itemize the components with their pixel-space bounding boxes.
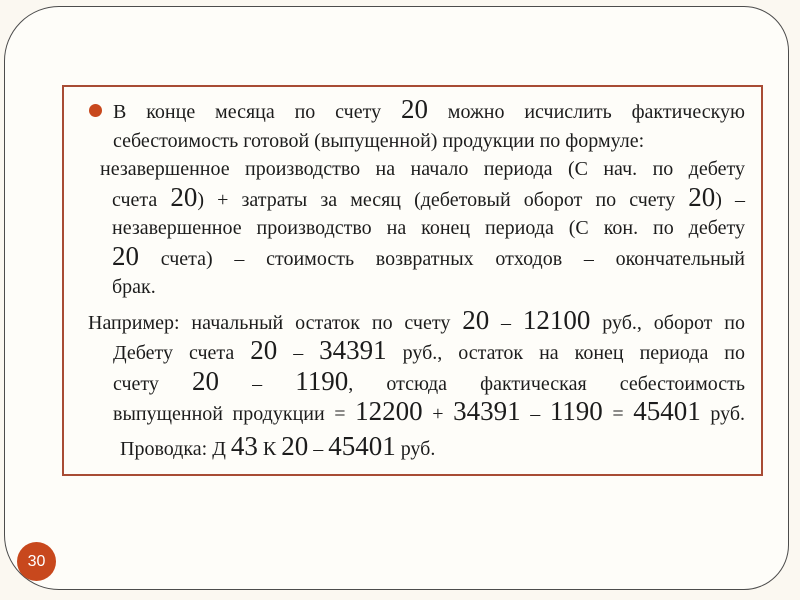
bullet-icon (89, 104, 102, 117)
slide-frame (4, 6, 789, 590)
page-number: 30 (27, 552, 46, 570)
paragraph-intro-text: В конце месяца по счету 20 можно исчислить фактическую себестоимость готовой (выпущенной) продукции по формуле: (113, 94, 745, 152)
paragraph-intro (80, 96, 745, 155)
content-textbox (62, 85, 763, 476)
paragraph-formula: незавершенное производство на начало периода (С нач. по дебету счета 20) + затраты за месяц (дебетовый оборот по счету 20) – незавершенное производство на конец периода (С кон. по дебету 20 счета) – стоимость возвратных отходов – окончательный брак. (100, 158, 745, 298)
page-number-badge (17, 542, 56, 581)
paragraph-example: Например: начальный остаток по счету 20 – 12100 руб., оборот по Дебету счета 20 – 34391 руб., остаток на конец периода по счету 20 – 1190, отсюда фактическая себестоимость выпущенной продукции = 12200 + 34391 – 1190 = 45401 руб. (88, 304, 746, 426)
paragraph-posting: Проводка: Д 43 К 20 – 45401 руб. (120, 430, 436, 461)
